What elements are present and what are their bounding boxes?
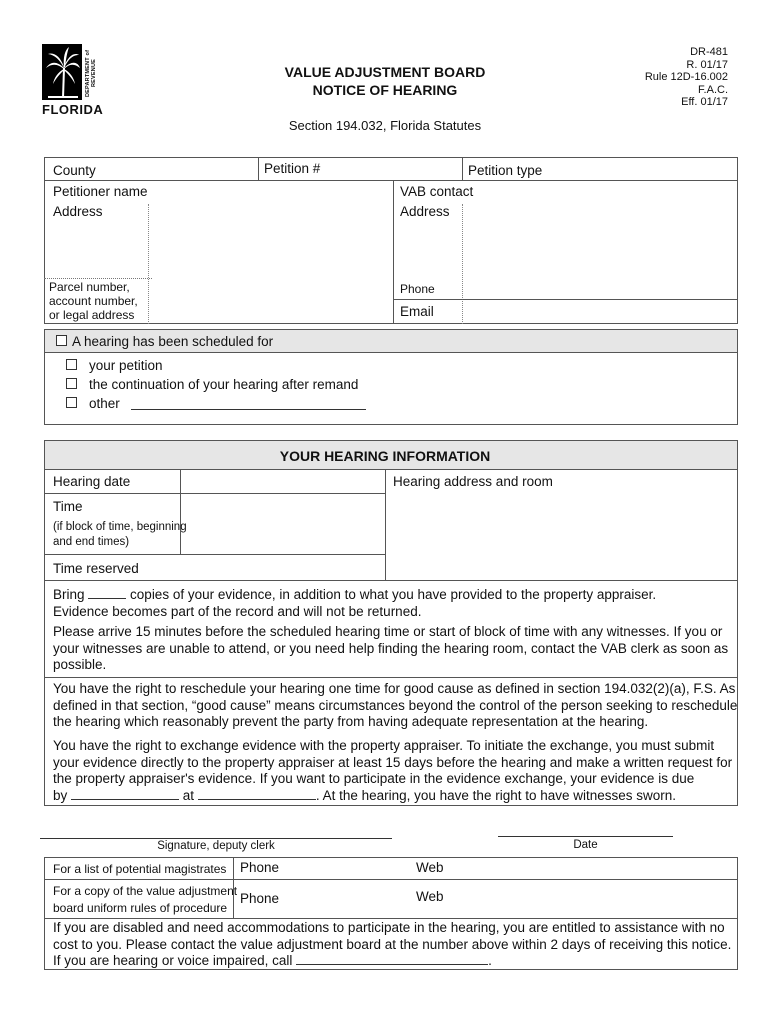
form-revision: R. 01/17 (686, 58, 728, 71)
form-number: DR-481 (690, 46, 728, 58)
date-label: Date (573, 839, 598, 851)
continuation-label: the continuation of your hearing after remand (89, 377, 359, 392)
signature-label: Signature, deputy clerk (157, 840, 275, 852)
vab-contact-label: VAB contact (400, 184, 474, 199)
scheduled-checkbox[interactable] (56, 335, 67, 346)
due-place-blank[interactable] (198, 788, 316, 800)
magistrates-phone-label: Phone (240, 860, 280, 875)
form-effective: Eff. 01/17 (681, 96, 728, 108)
arrive-text: Please arrive 15 minutes before the scheduled hearing time or start of block of time with any witnesses. If you or your witnesses are unable to attend, or you need help finding the hearing room, contact the VAB clerk as soon as possible. (53, 624, 729, 672)
logo-wordmark: FLORIDA (42, 102, 104, 117)
exchange-text: You have the right to exchange evidence with the property appraiser. To initiate the exchange, you must submit your evidence directly to the property appraiser at least 15 days before the hearing and make a written request for the property appraiser's evidence. If you want to participate in the evidence exchange, your evidence is due (53, 738, 733, 786)
rules-label: For a copy of the value adjustment board uniform rules of procedure (53, 884, 238, 915)
other-label: other (89, 396, 120, 411)
vab-address-label: Address (400, 204, 450, 219)
disability-text: If you are disabled and need accommodations to participate in the hearing, you are entitled to assistance with no cost to you. Please contact the value adjustment board at the number above within 2 days of receiving this notice. If you are hearing or voice impaired, call . (53, 920, 732, 968)
department-label: DEPARTMENT of REVENUE (85, 49, 97, 97)
hearing-info-title: YOUR HEARING INFORMATION (279, 448, 491, 464)
hearing-address-label: Hearing address and room (393, 474, 553, 489)
magistrates-web-label: Web (416, 860, 444, 875)
bring-copies-text: Bring copies of your evidence, in addition to what you have provided to the property appraiser. Evidence becomes part of the record and will not be returned. (53, 587, 657, 619)
due-date-blank[interactable] (71, 788, 179, 800)
time-note: (if block of time, beginning and end times) (53, 521, 187, 548)
form-id-block (645, 46, 728, 109)
exchange-due-line: by at . At the hearing, you have the right to have witnesses sworn. (53, 788, 677, 803)
scheduled-heading: A hearing has been scheduled for (72, 334, 274, 349)
rules-web-label: Web (416, 889, 444, 904)
petition-type-label: Petition type (468, 163, 543, 178)
county-label: County (53, 163, 96, 178)
phone-label: Phone (400, 282, 435, 296)
continuation-checkbox[interactable] (66, 378, 77, 389)
petitioner-name-label: Petitioner name (53, 184, 148, 199)
rules-phone-label: Phone (240, 891, 280, 906)
your-petition-checkbox[interactable] (66, 359, 77, 370)
time-label: Time (53, 499, 83, 514)
magistrates-label: For a list of potential magistrates (53, 862, 227, 876)
form-title-line2: NOTICE OF HEARING (312, 82, 458, 98)
form-rule: Rule 12D-16.002 (644, 71, 728, 83)
impaired-number-blank[interactable] (296, 953, 488, 965)
parcel-label: Parcel number, account number, or legal address (49, 280, 138, 322)
date-line[interactable] (498, 836, 673, 837)
reschedule-text: You have the right to reschedule your hearing one time for good cause as defined in section 194.032(2)(a), F.S. As defined in that section, “good cause” means circumstances beyond the control of the person seeking to reschedule the hearing which reasonably prevent the party from having adequate representation at the hearing. (53, 681, 738, 729)
email-label: Email (400, 304, 434, 319)
other-blank-line[interactable] (131, 409, 366, 410)
petitioner-address-label: Address (53, 204, 103, 219)
your-petition-label: your petition (89, 358, 163, 373)
other-checkbox[interactable] (66, 397, 77, 408)
form-fac: F.A.C. (698, 83, 728, 96)
time-reserved-label: Time reserved (53, 561, 139, 576)
petition-number-label: Petition # (264, 161, 321, 176)
copies-blank[interactable] (88, 587, 126, 599)
form-title-line1: VALUE ADJUSTMENT BOARD (284, 64, 486, 80)
statute-reference: Section 194.032, Florida Statutes (288, 118, 482, 133)
hearing-date-label: Hearing date (53, 474, 131, 489)
signature-line[interactable] (40, 838, 392, 839)
